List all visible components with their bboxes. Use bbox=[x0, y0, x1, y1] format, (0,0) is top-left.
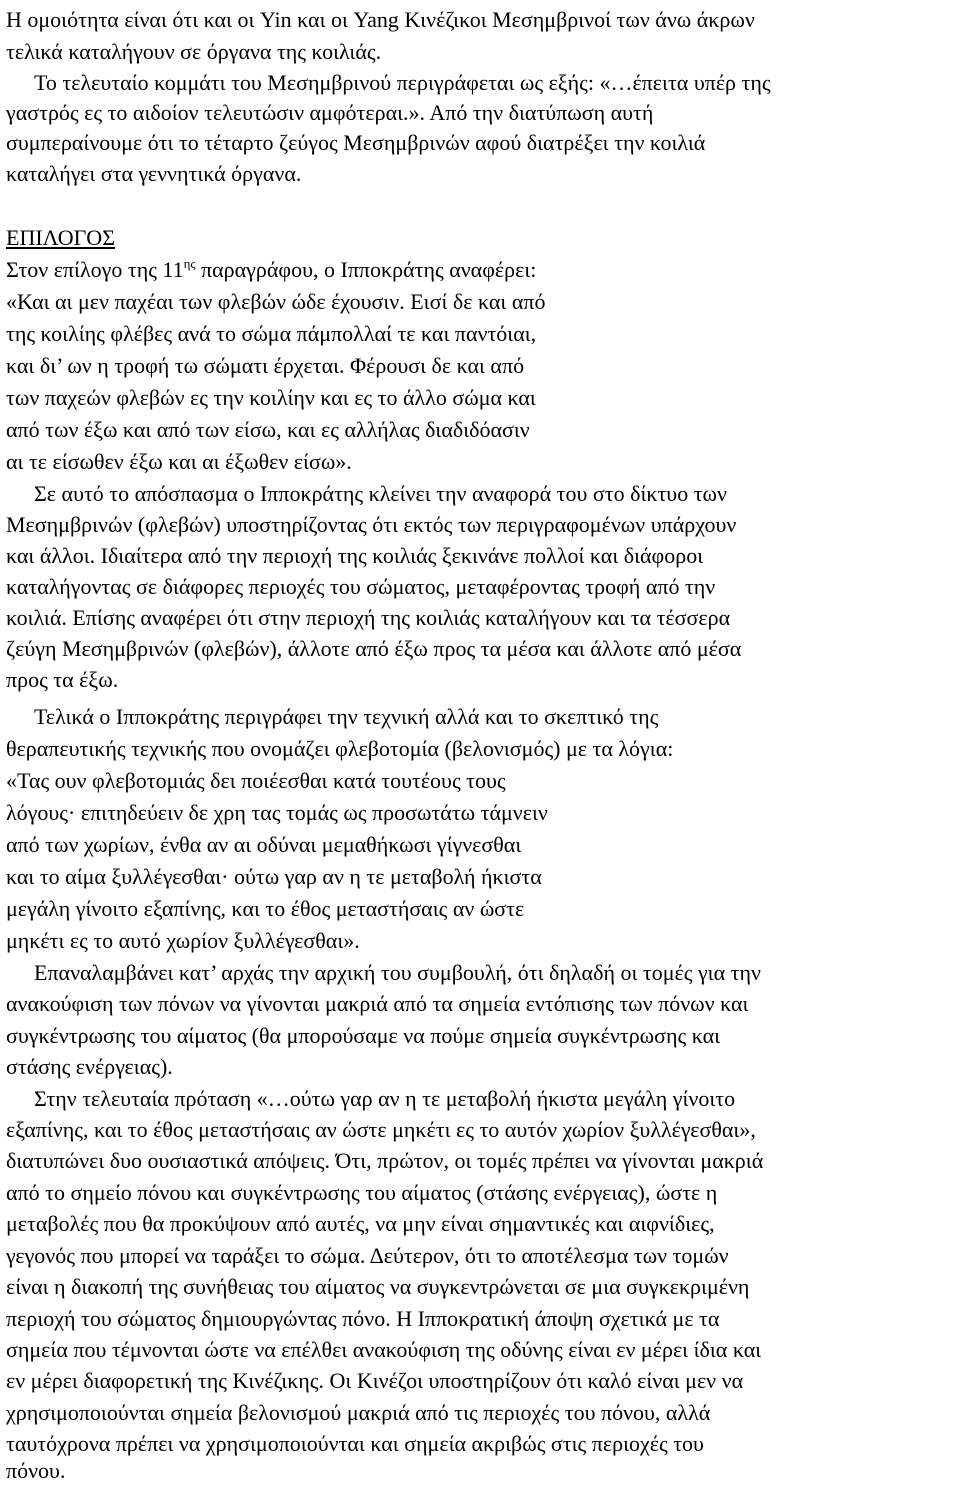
paragraph-line: προς τα έξω. bbox=[6, 667, 119, 692]
quote-line: «Τας ουν φλεβοτομιάς δει ποιέεσθαι κατά τουτέους τους bbox=[6, 768, 506, 793]
paragraph-line: κοιλιά. Επίσης αναφέρει ότι στην περιοχή της κοιλιάς καταλήγουν και τα τέσσερα bbox=[6, 605, 731, 630]
paragraph-line: από το σημείο πόνου και συγκέντρωσης του αίματος (στάσης ενέργειας), ώστε η bbox=[6, 1180, 718, 1205]
quote-line: λόγους· επιτηδεύειν δε χρη τας τομάς ως προσωτάτω τάμνειν bbox=[6, 800, 548, 825]
paragraph-line: Στην τελευταία πρόταση «…ούτω γαρ αν η τε μεταβολή ήκιστα μεγάλη γίνοιτο bbox=[34, 1086, 736, 1111]
quote-line: των παχεών φλεβών ες την κοιλίην και ες το άλλο σώμα και bbox=[6, 385, 536, 410]
paragraph-line: τελικά καταλήγουν σε όργανα της κοιλιάς. bbox=[6, 39, 382, 64]
paragraph-line: χρησιμοποιούνται σημεία βελονισμού μακριά από τις περιοχές του πόνου, αλλά bbox=[6, 1400, 711, 1425]
paragraph-line: σημεία που τέμνονται ώστε να επέλθει ανακούφιση της οδύνης είναι εν μέρει ίδια και bbox=[6, 1337, 762, 1362]
paragraph-line: Σε αυτό το απόσπασμα ο Ιπποκράτης κλείνει την αναφορά του στο δίκτυο των bbox=[34, 481, 727, 506]
paragraph-line: ταυτόχρονα πρέπει να χρησιμοποιούνται και σημεία ακριβώς στις περιοχές του bbox=[6, 1431, 704, 1456]
paragraph-line: συγκέντρωσης του αίματος (θα μπορούσαμε να πούμε σημεία συγκέντρωσης και bbox=[6, 1023, 721, 1048]
quote-line: μηκέτι ες το αυτό χωρίον ξυλλέγεσθαι». bbox=[6, 928, 360, 953]
epilogue-heading: ΕΠΙΛΟΓΟΣ bbox=[6, 225, 116, 250]
paragraph-line: μεταβολές που θα προκύψουν από αυτές, να μην είναι σημαντικές και αιφνίδιες, bbox=[6, 1211, 715, 1236]
paragraph-line: Επαναλαμβάνει κατ’ αρχάς την αρχική του συμβουλή, ότι δηλαδή οι τομές για την bbox=[34, 960, 761, 985]
quote-line: «Και αι μεν παχέαι των φλεβών ώδε έχουσιν. Εισί δε και από bbox=[6, 289, 546, 314]
paragraph-line: εν μέρει διαφορετική της Κινέζικης. Οι Κινέζοι υποστηρίζουν ότι καλό είναι μεν να bbox=[6, 1368, 744, 1393]
paragraph-line: διατυπώνει δυο ουσιαστικά απόψεις. Ότι, πρώτον, οι τομές πρέπει να γίνονται μακριά bbox=[6, 1148, 764, 1173]
paragraph-line: εξαπίνης, και το έθος μεταστήσαις αν ώστε μηκέτι ες το αυτόν χωρίον ξυλλέγεσθαι», bbox=[6, 1117, 756, 1142]
quote-line: από των χωρίων, ένθα αν αι οδύναι μεμαθήκωσι γίγνεσθαι bbox=[6, 832, 522, 857]
quote-line: και το αίμα ξυλλέγεσθαι· ούτω γαρ αν η τε μεταβολή ήκιστα bbox=[6, 864, 542, 889]
epilogue-intro-text: Στον επίλογο της 11 bbox=[6, 257, 184, 282]
paragraph-line: περιοχή του σώματος δημιουργώντας πόνο. Η Ιπποκρατική άποψη σχετικά με τα bbox=[6, 1306, 720, 1331]
ordinal-superscript: ης bbox=[183, 256, 196, 271]
paragraph-line: πόνου. bbox=[6, 1458, 66, 1483]
epilogue-intro-text-rest: παραγράφου, ο Ιπποκράτης αναφέρει: bbox=[195, 257, 537, 282]
paragraph-line: συμπεραίνουμε ότι το τέταρτο ζεύγος Μεσημβρινών αφού διατρέξει την κοιλιά bbox=[6, 130, 706, 155]
quote-line: από των έξω και από των είσω, και ες αλλήλας διαδιδόασιν bbox=[6, 417, 530, 442]
paragraph-line: καταλήγει στα γεννητικά όργανα. bbox=[6, 161, 302, 186]
paragraph-line: Το τελευταίο κομμάτι του Μεσημβρινού περιγράφεται ως εξής: «…έπειτα υπέρ της bbox=[34, 70, 771, 95]
quote-line: αι τε είσωθεν έξω και αι έξωθεν είσω». bbox=[6, 449, 352, 474]
quote-line: μεγάλη γίνοιτο εξαπίνης, και το έθος μεταστήσαις αν ώστε bbox=[6, 896, 525, 921]
paragraph-line: γαστρός ες το αιδοίον τελευτώσιν αμφότεραι.». Από την διατύπωση αυτή bbox=[6, 100, 654, 125]
paragraph-line: είναι η διακοπή της συνήθειας του αίματος να συγκεντρώνεται σε μια συγκεκριμένη bbox=[6, 1274, 750, 1299]
paragraph-line: Μεσημβρινών (φλεβών) υποστηρίζοντας ότι εκτός των περιγραφομένων υπάρχουν bbox=[6, 512, 737, 537]
paragraph-line: Η ομοιότητα είναι ότι και οι Yin και οι Yang Κινέζικοι Μεσημβρινοί των άνω άκρων bbox=[6, 7, 755, 32]
paragraph-line: στάσης ενέργειας). bbox=[6, 1054, 173, 1079]
paragraph-line: ζεύγη Μεσημβρινών (φλεβών), άλλοτε από έξω προς τα μέσα και άλλοτε από μέσα bbox=[6, 636, 742, 661]
paragraph-line: θεραπευτικής τεχνικής που ονομάζει φλεβοτομία (βελονισμός) με τα λόγια: bbox=[6, 736, 674, 761]
quote-line: και δι’ ων η τροφή τω σώματι έρχεται. Φέρουσι δε και από bbox=[6, 353, 525, 378]
paragraph-line: καταλήγοντας σε διάφορες περιοχές του σώματος, μεταφέροντας τροφή από την bbox=[6, 574, 716, 599]
quote-line: της κοιλίης φλέβες ανά το σώμα πάμπολλαί τε και παντόιαι, bbox=[6, 321, 537, 346]
paragraph-line: και άλλοι. Ιδιαίτερα από την περιοχή της κοιλιάς ξεκινάνε πολλοί και διάφοροι bbox=[6, 543, 704, 568]
epilogue-intro-line bbox=[6, 254, 536, 285]
paragraph-line: Τελικά ο Ιπποκράτης περιγράφει την τεχνική αλλά και το σκεπτικό της bbox=[34, 704, 659, 729]
paragraph-line: γεγονός που μπορεί να ταράξει το σώμα. Δεύτερον, ότι το αποτέλεσμα των τομών bbox=[6, 1243, 729, 1268]
paragraph-line: ανακούφιση των πόνων να γίνονται μακριά από τα σημεία εντόπισης των πόνων και bbox=[6, 991, 749, 1016]
